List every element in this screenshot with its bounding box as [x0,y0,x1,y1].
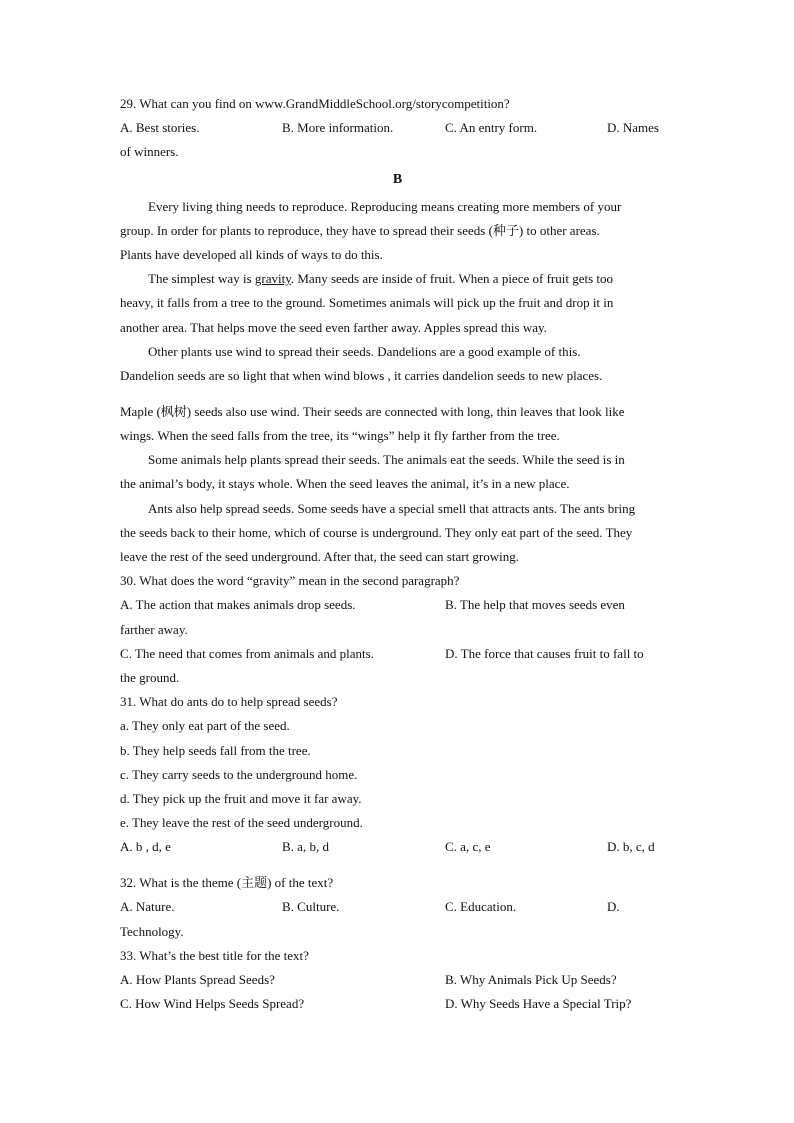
q33-option-a: A. How Plants Spread Seeds? [120,972,275,987]
passage-p3-line1: Other plants use wind to spread their seeds. Dandelions are a good example of this. [148,343,581,359]
q29-option-d-continued: of winners. [120,144,179,160]
passage-p2-line3: another area. That helps move the seed even farther away. Apples spread this way. [120,319,547,335]
q31-stem: 31. What do ants do to help spread seeds? [120,694,338,710]
q32-options [120,895,675,919]
q31-option-a: A. b , d, e [120,839,171,855]
q32-stem: 32. What is the theme (主题) of the text? [120,875,334,891]
q30-option-c: C. The need that comes from animals and plants. [120,645,374,661]
q33-option-c: C. How Wind Helps Seeds Spread? [120,996,305,1012]
q31-item-a: a. They only eat part of the seed. [120,718,290,734]
q29-stem: 29. What can you find on www.GrandMiddleSchool.org/storycompetition? [120,96,510,111]
q31-item-d: d. They pick up the fruit and move it far away. [120,790,362,806]
passage-p5-line3: leave the rest of the seed underground. After that, the seed can start growing. [120,549,520,564]
passage-p2-line2: heavy, it falls from a tree to the ground. Sometimes animals will pick up the fruit and drop it in [120,295,614,311]
passage-p3-line2: Dandelion seeds are so light that when wind blows , it carries dandelion seeds to new places. [120,367,603,383]
q30-options-row2 [120,642,675,666]
q33-option-b: B. Why Animals Pick Up Seeds? [445,972,617,987]
q31-item-e: e. They leave the rest of the seed underground. [120,815,363,831]
gravity-underlined-word: gravity [254,271,291,287]
passage-p2-line1-pre: The simplest way is [148,271,255,287]
q31-option-c: C. a, c, e [445,839,491,855]
q33-option-d: D. Why Seeds Have a Special Trip? [445,996,632,1012]
q32-option-a: A. Nature. [120,899,175,915]
passage-p3-line3: Maple (枫树) seeds also use wind. Their seeds are connected with long, thin leaves that look like [120,403,625,419]
q33-options-row1 [120,968,675,992]
passage-p1-line2: group. In order for plants to reproduce, they have to spread their seeds (种子) to other areas. [120,222,600,238]
q29-option-c: C. An entry form. [445,120,538,136]
passage-p1-line1: Every living thing needs to reproduce. Reproducing means creating more members of your [148,198,622,214]
q30-option-d: D. The force that causes fruit to fall to [445,645,644,661]
q30-option-b-continued: farther away. [120,621,188,637]
passage-p2-line1-post: . Many seeds are inside of fruit. When a piece of fruit gets too [290,271,614,287]
q29-option-d: D. Names [607,120,659,136]
q31-option-b: B. a, b, d [282,839,329,855]
passage-p5-line2: the seeds back to their home, which of course is underground. They only eat part of the seed. They [120,524,633,540]
passage-p5-line1: Ants also help spread seeds. Some seeds have a special smell that attracts ants. The ants bring [148,500,636,516]
q30-stem: 30. What does the word “gravity” mean in the second paragraph? [120,573,460,589]
passage-p3-line4: wings. When the seed falls from the tree, its “wings” help it fly farther from the tree. [120,428,560,444]
q32-option-b: B. Culture. [282,899,340,915]
q31-item-b: b. They help seeds fall from the tree. [120,742,311,758]
q32-option-d: D. [607,899,620,915]
q30-option-b: B. The help that moves seeds even [445,597,625,613]
q31-item-c: c. They carry seeds to the underground home. [120,766,358,782]
q30-option-d-continued: the ground. [120,669,180,685]
passage-p4-line2: the animal’s body, it stays whole. When the seed leaves the animal, it’s in a new place. [120,476,570,492]
q33-options-row2 [120,992,675,1016]
q29-options [120,116,675,140]
document-page [120,92,675,1016]
q30-options-row1 [120,593,675,617]
q33-stem: 33. What’s the best title for the text? [120,947,309,963]
q32-option-c: C. Education. [445,899,517,915]
q29-option-a: A. Best stories. [120,120,200,136]
passage-p4-line1: Some animals help plants spread their seeds. The animals eat the seeds. While the seed is in [148,452,625,468]
q32-option-d-continued: Technology. [120,923,184,939]
passage-p1-line3: Plants have developed all kinds of ways to do this. [120,246,383,262]
section-title: B [392,171,403,187]
q31-options [120,835,675,871]
q29-option-b: B. More information. [282,120,394,136]
passage-p2-line1 [120,267,675,291]
q31-option-d: D. b, c, d [607,839,655,855]
q30-option-a: A. The action that makes animals drop seeds. [120,597,356,613]
